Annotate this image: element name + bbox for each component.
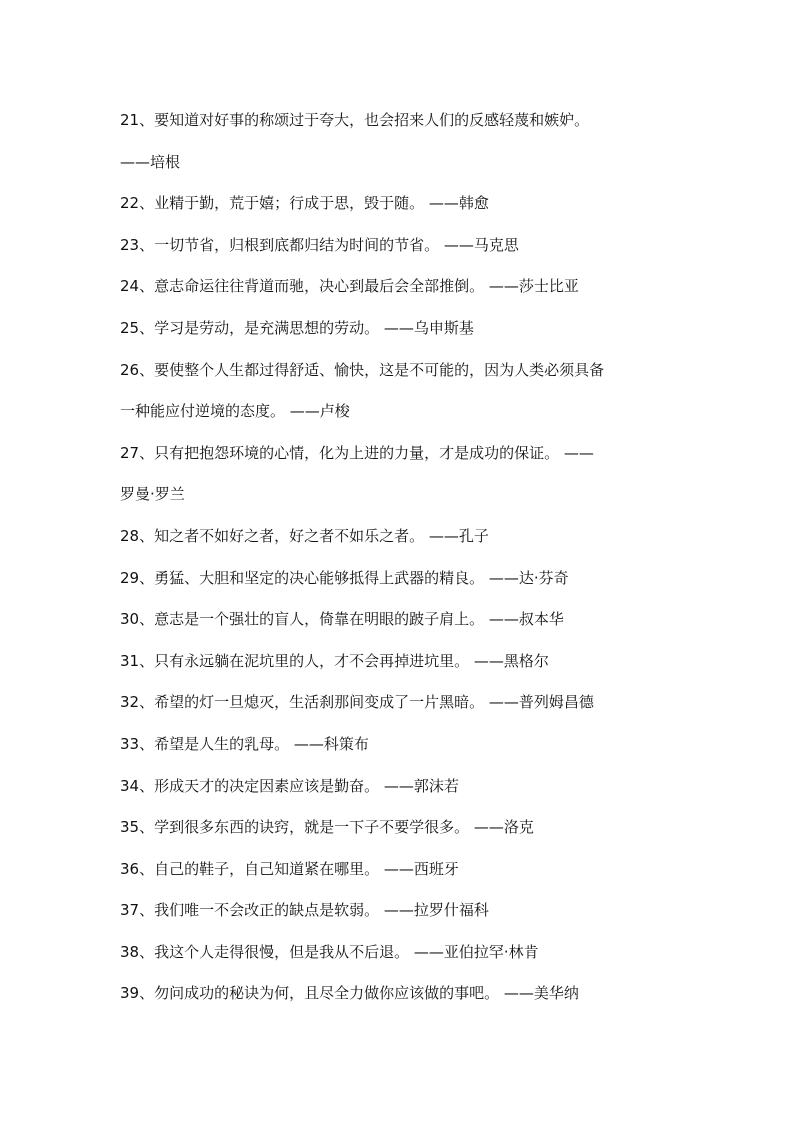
quote-line-29: 29、勇猛、大胆和坚定的决心能够抵得上武器的精良。 ——达·芬奇 — [120, 568, 569, 587]
quote-line-33: 33、希望是人生的乳母。 ——科策布 — [120, 734, 369, 753]
quote-line-26-continued: 一种能应付逆境的态度。 ——卢梭 — [120, 402, 350, 421]
quote-line-34: 34、形成天才的决定因素应该是勤奋。 ——郭沫若 — [120, 776, 459, 795]
quote-line-24: 24、意志命运往往背道而驰，决心到最后会全部推倒。 ——莎士比亚 — [120, 277, 579, 296]
quote-line-30: 30、意志是一个强壮的盲人，倚靠在明眼的跛子肩上。 ——叔本华 — [120, 610, 564, 629]
quote-line-21: 21、要知道对好事的称颂过于夸大，也会招来人们的反感轻蔑和嫉妒。 — [120, 111, 590, 129]
quote-line-25: 25、学习是劳动，是充满思想的劳动。 ——乌申斯基 — [120, 318, 474, 337]
quote-line-27: 27、只有把抱怨环境的心情，化为上进的力量，才是成功的保证。 —— — [120, 443, 594, 462]
quote-list — [120, 100, 680, 1015]
quote-line-37: 37、我们唯一不会改正的缺点是软弱。 ——拉罗什福科 — [120, 901, 489, 920]
quote-line-22: 22、业精于勤，荒于嬉；行成于思，毁于随。 ——韩愈 — [120, 194, 489, 213]
quote-line-39: 39、勿问成功的秘诀为何，且尽全力做你应该做的事吧。 ——美华纳 — [120, 984, 579, 1003]
quote-author-21: ——培根 — [120, 152, 181, 171]
quote-line-23: 23、一切节省，归根到底都归结为时间的节省。 ——马克思 — [120, 235, 519, 254]
quote-author-27: 罗曼·罗兰 — [120, 485, 185, 504]
quote-line-35: 35、学到很多东西的诀窍，就是一下子不要学很多。 ——洛克 — [120, 818, 534, 837]
quote-line-26: 26、要使整个人生都过得舒适、愉快，这是不可能的，因为人类必须具备 — [120, 360, 605, 379]
quote-line-31: 31、只有永远躺在泥坑里的人，才不会再掉进坑里。 ——黑格尔 — [120, 651, 549, 670]
quote-line-32: 32、希望的灯一旦熄灭，生活刹那间变成了一片黑暗。 ——普列姆昌德 — [120, 693, 594, 712]
quote-line-28: 28、知之者不如好之者，好之者不如乐之者。 ——孔子 — [120, 526, 489, 545]
quote-line-38: 38、我这个人走得很慢，但是我从不后退。 ——亚伯拉罕·林肯 — [120, 942, 539, 961]
quote-line-36: 36、自己的鞋子，自己知道紧在哪里。 ——西班牙 — [120, 859, 459, 878]
